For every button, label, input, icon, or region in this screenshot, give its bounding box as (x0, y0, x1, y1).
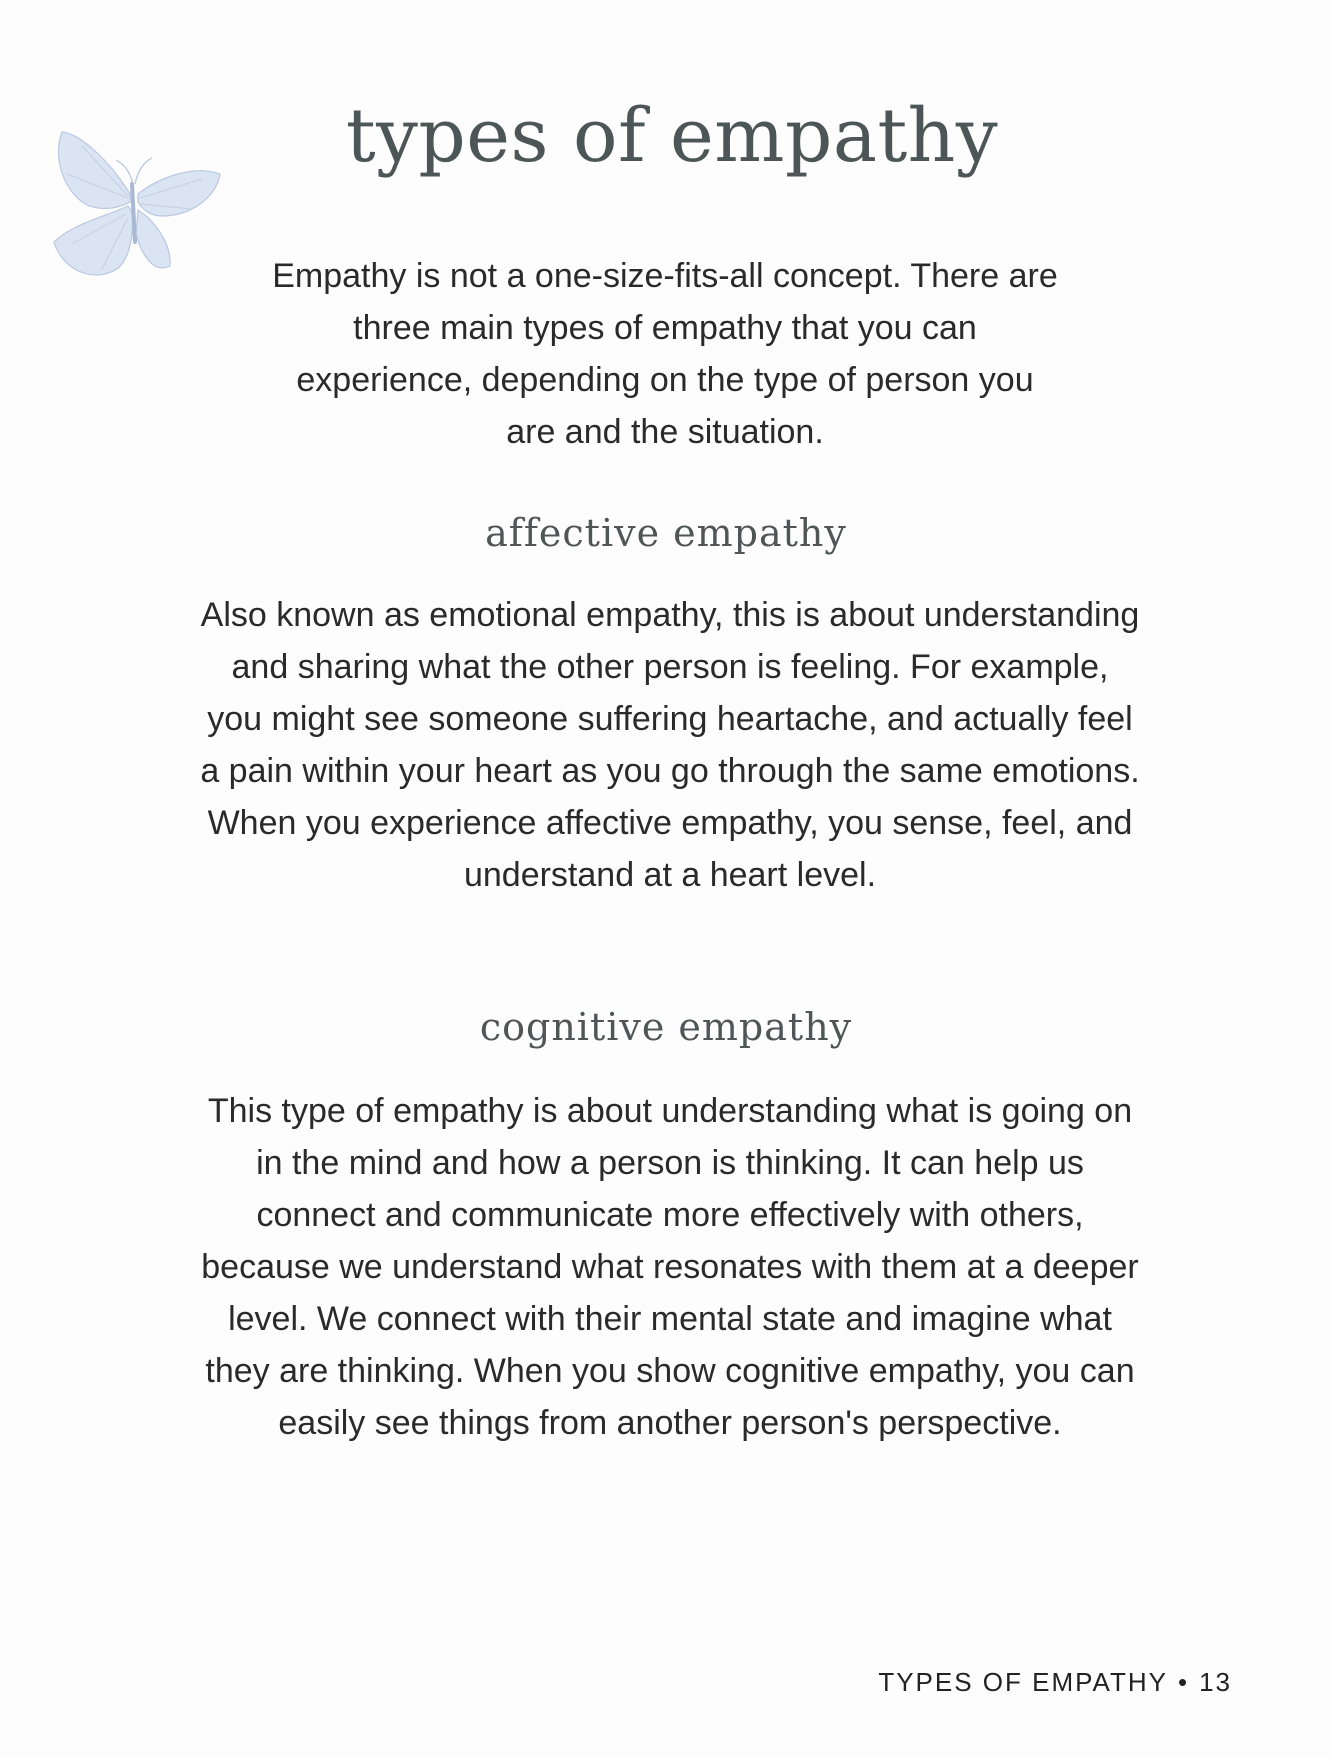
page-title: types of empathy (345, 93, 999, 179)
page-footer (878, 1667, 1232, 1698)
section-heading-affective: affective empathy (485, 511, 847, 555)
footer-separator: • (1177, 1667, 1190, 1697)
intro-paragraph: Empathy is not a one-size-fits-all concept. There are three main types of empathy that you can experience, depending on the type of person you are and the situation. (272, 257, 1058, 451)
running-head: TYPES OF EMPATHY (878, 1667, 1168, 1697)
section-body-affective: Also known as emotional empathy, this is about understanding and sharing what the other person is feeling. For example, you might see someone suffering heartache, and actually feel a pain within your heart as you go through the same emotions. When you experience affective empathy, you sense, feel, and understand at a heart level. (200, 596, 1140, 894)
section-heading-cognitive: cognitive empathy (479, 1005, 853, 1049)
section-body-cognitive: This type of empathy is about understanding what is going on in the mind and how a person is thinking. It can help us connect and communicate more effectively with others, because we understand what resonates with them at a deeper level. We connect with their mental state and imagine what they are thinking. When you show cognitive empathy, you can easily see things from another person's perspective. (201, 1092, 1139, 1442)
page-number: 13 (1199, 1667, 1232, 1697)
